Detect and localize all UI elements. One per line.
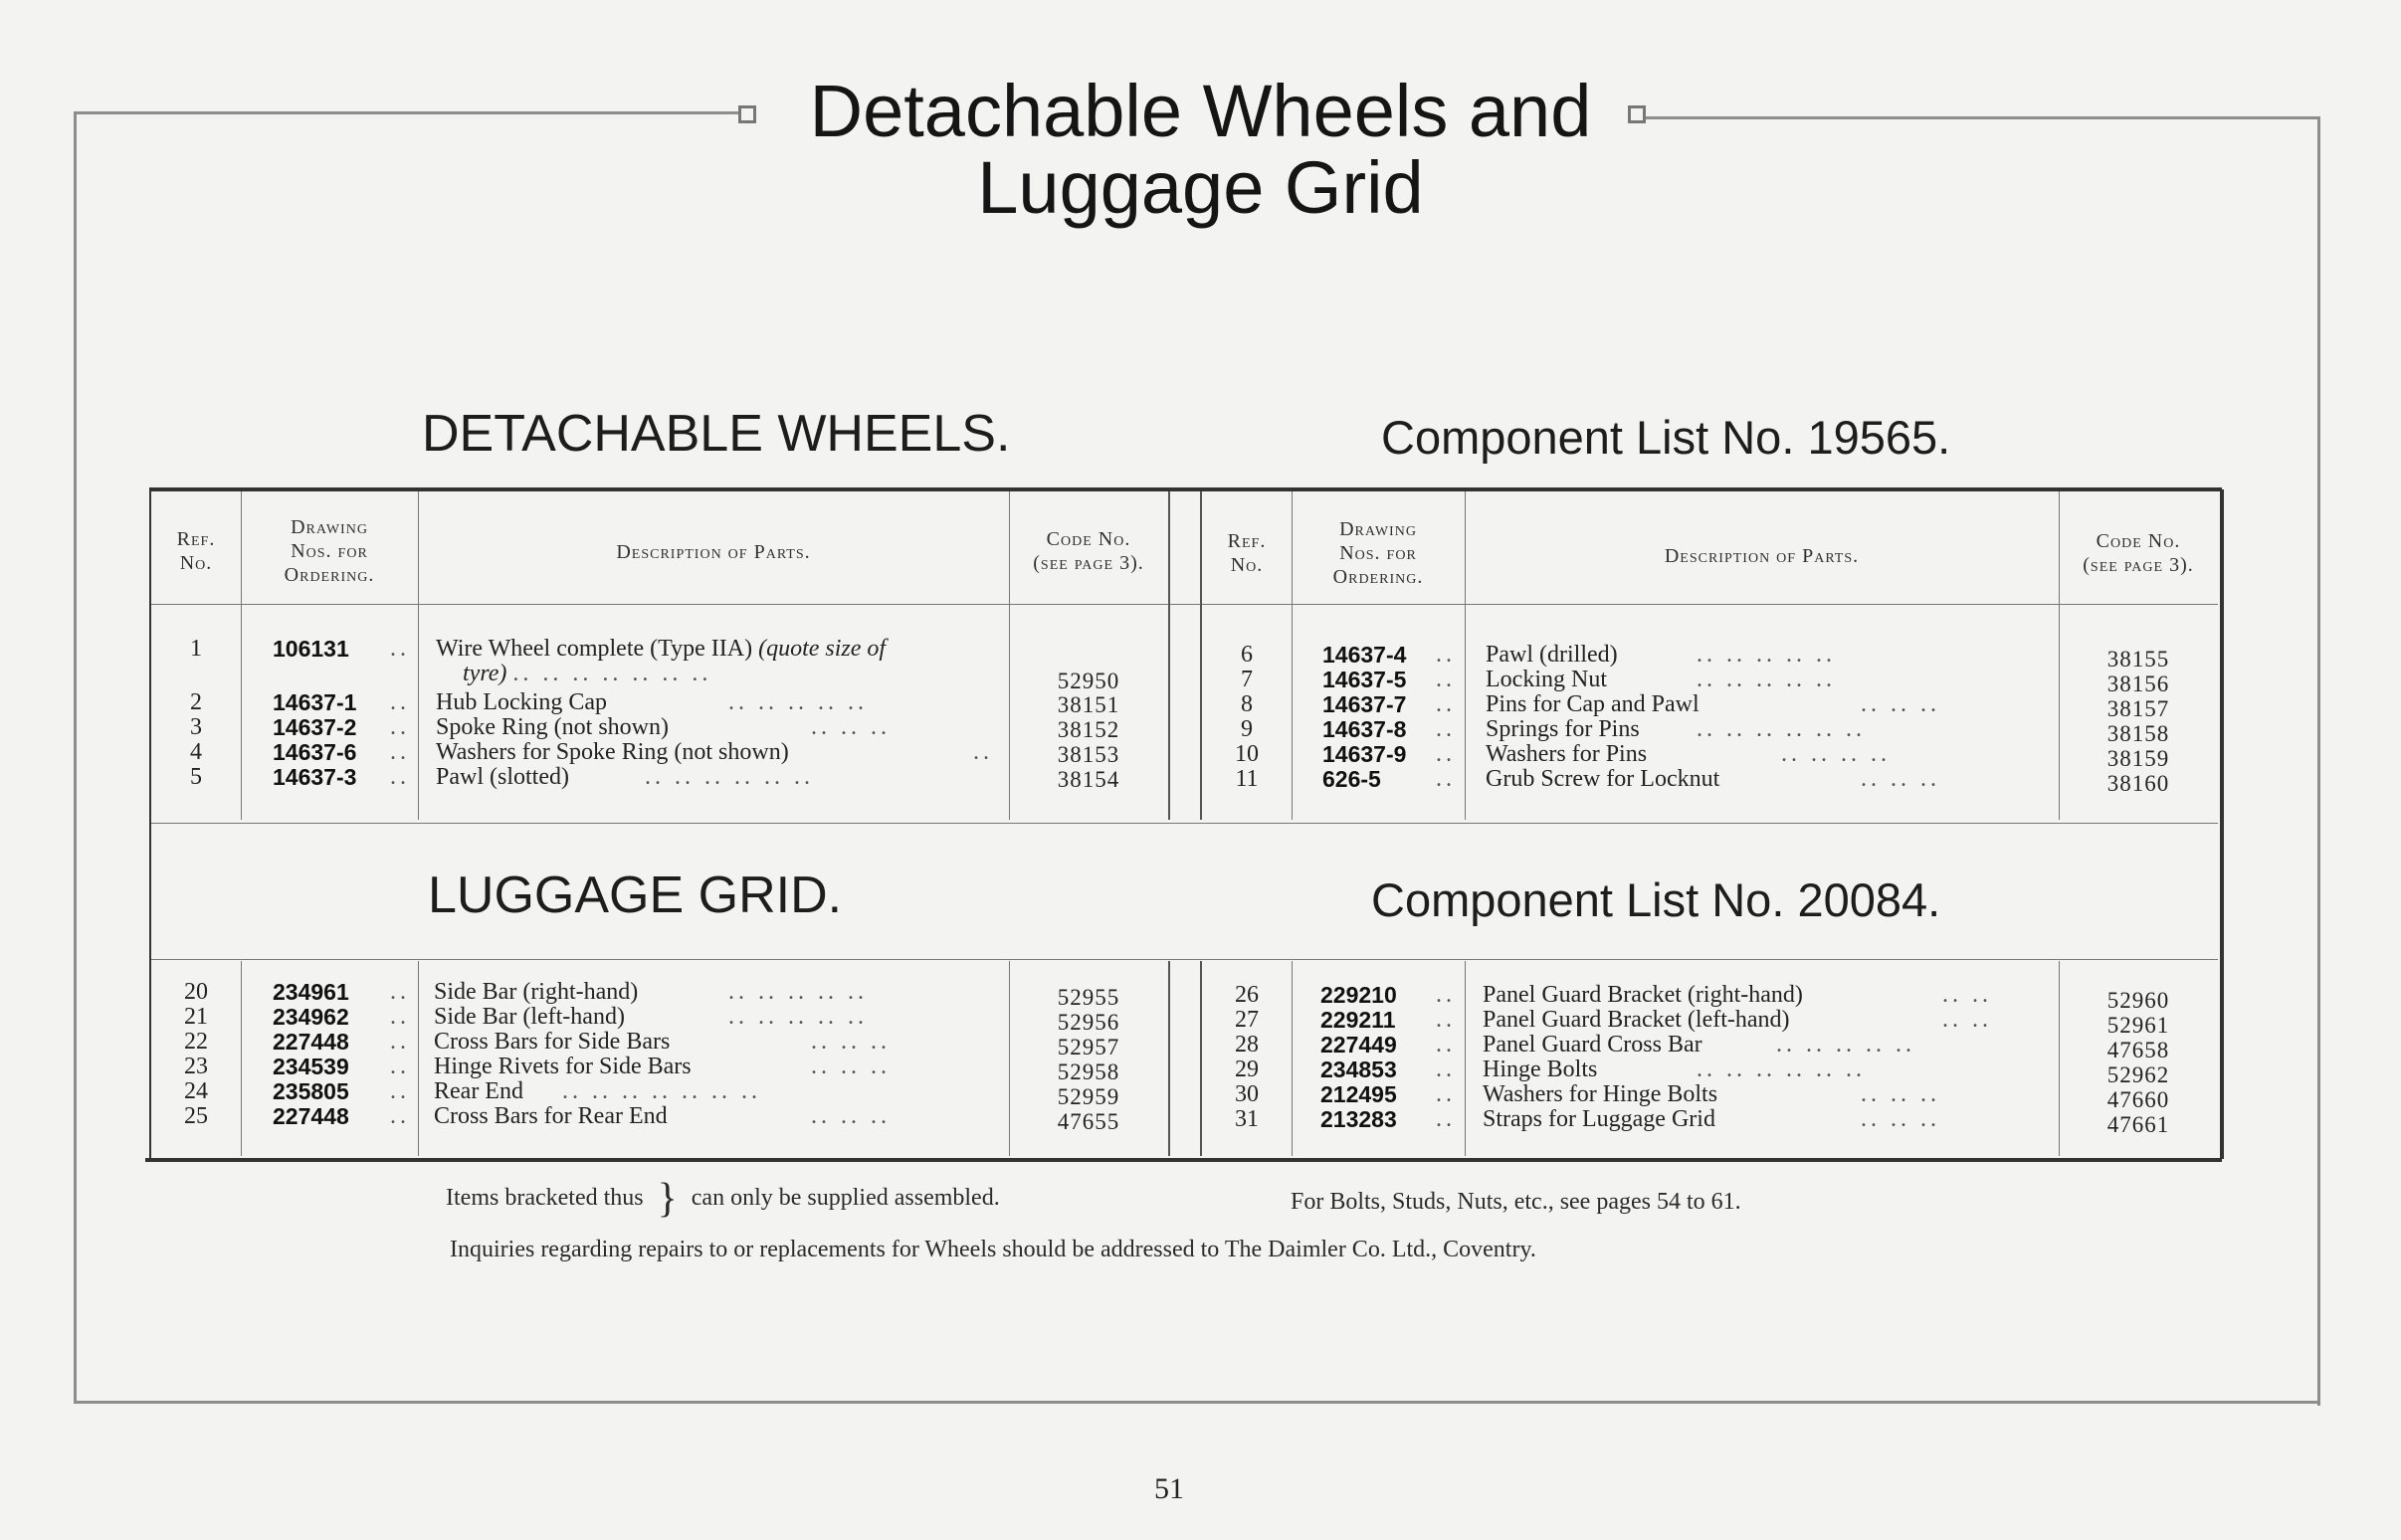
luggage-right-description-31: Straps for Luggage Grid [1483,1106,1715,1132]
left-description-header: Description of Parts. [616,541,811,563]
page-number: 51 [1154,1472,1184,1505]
luggage-left-code-22: 52957 [1057,1035,1120,1059]
wheels-right-drawing-dots-7: .. [1436,667,1456,692]
luggage-right-ref-26: 26 [1235,982,1259,1008]
luggage-right-code-30: 47660 [2106,1087,2170,1112]
wheels-left-code-4: 38153 [1057,742,1120,767]
luggage-right-description-27: Panel Guard Bracket (left-hand) [1483,1007,1790,1033]
right-drawing-header [1292,517,1465,589]
luggage-right-drawing-dots-31: .. [1436,1106,1456,1132]
wheels-left-code-5: 38154 [1057,767,1120,792]
luggage-divider-right-drawing [1465,961,1466,1156]
wheels-right-ref-9: 9 [1241,716,1253,742]
leader-dots: .. .. .. .. .. .. .. [512,661,712,686]
luggage-left-dots-22: .. .. .. [811,1029,891,1055]
left-ref-header [151,527,241,575]
luggage-section-top-rule [151,959,2218,960]
wheels-right-ref-7: 7 [1241,667,1253,692]
wheels-right-drawing-9: 14637-8 [1322,716,1407,742]
bracket-note [446,1176,1000,1222]
wheels-right-dots-11: .. .. .. [1861,766,1940,792]
wheels-right-drawing-6: 14637-4 [1322,642,1407,668]
luggage-right-code-27: 52961 [2106,1013,2170,1038]
divider-center-a [1168,491,1170,820]
wheels-right-dots-6: .. .. .. .. .. [1697,642,1836,668]
wheels-left-code-3: 38152 [1057,717,1120,742]
wheels-right-code-9: 38158 [2106,721,2170,746]
drawing-header-line-1: Drawing [1339,518,1417,540]
luggage-left-ref-20: 20 [184,979,208,1005]
luggage-left-drawing-dots-20: .. [390,979,410,1005]
luggage-right-dots-30: .. .. .. [1861,1081,1940,1107]
luggage-right-drawing-26: 229210 [1320,982,1397,1008]
luggage-right-ref-28: 28 [1235,1032,1259,1058]
bolts-note: For Bolts, Studs, Nuts, etc., see pages 54 to 61. [1291,1189,1741,1215]
luggage-right-drawing-28: 227449 [1320,1032,1397,1058]
code-header-line-2: (see page 3). [2083,554,2194,576]
wheels-right-drawing-dots-11: .. [1436,766,1456,792]
luggage-left-drawing-dots-25: .. [390,1103,410,1129]
luggage-left-ref-24: 24 [184,1078,208,1104]
ref-header-line-2: No. [179,552,213,574]
luggage-left-drawing-22: 227448 [273,1029,349,1055]
wheels-right-code-8: 38157 [2106,696,2170,721]
left-code-header [1009,527,1168,575]
right-ref-header [1202,529,1292,577]
luggage-right-code-26: 52960 [2106,988,2170,1013]
detachable-wheels-component-list: Component List No. 19565. [1381,411,1951,464]
luggage-left-ref-23: 23 [184,1054,208,1079]
luggage-right-dots-29: .. .. .. .. .. .. [1697,1057,1866,1082]
wheels-left-drawing-1: 106131 [273,636,349,662]
luggage-left-dots-24: .. .. .. .. .. .. .. [562,1078,761,1104]
luggage-left-ref-22: 22 [184,1029,208,1055]
wheels-left-drawing-5: 14637-3 [273,764,357,790]
wheels-right-description-6: Pawl (drilled) [1486,642,1618,668]
luggage-right-drawing-dots-29: .. [1436,1057,1456,1082]
luggage-divider-left-drawing [418,961,419,1156]
wheels-right-drawing-11: 626-5 [1322,766,1381,792]
wheels-right-ref-11: 11 [1235,766,1259,792]
luggage-left-code-24: 52959 [1057,1084,1120,1109]
wheels-left-drawing-dots-5: .. [390,764,410,790]
wheels-left-dots-2: .. .. .. .. .. [728,689,868,715]
luggage-grid-component-list: Component List No. 20084. [1371,873,1941,926]
luggage-right-code-29: 52962 [2106,1062,2170,1087]
wheels-left-drawing-dots-3: .. [390,714,410,740]
code-header-line-1: Code No. [1046,528,1131,550]
luggage-grid-heading: LUGGAGE GRID. [428,866,843,924]
wheels-left-description-1 [436,637,886,662]
wheels-left-drawing-2: 14637-1 [273,689,357,715]
wheels-right-description-7: Locking Nut [1486,667,1607,692]
right-code-header [2059,529,2218,577]
wheels-left-dots-4: .. [973,739,993,765]
luggage-right-drawing-31: 213283 [1320,1106,1397,1132]
brace-icon: } [657,1176,678,1222]
wheels-right-ref-8: 8 [1241,691,1253,717]
bracket-note-prefix: Items bracketed thus [446,1185,644,1211]
luggage-left-drawing-25: 227448 [273,1103,349,1129]
wheels-right-code-6: 38155 [2106,647,2170,672]
wheels-right-drawing-10: 14637-9 [1322,741,1407,767]
luggage-left-description-24: Rear End [434,1078,523,1104]
wheels-left-drawing-dots-2: .. [390,689,410,715]
wheels-right-drawing-dots-9: .. [1436,716,1456,742]
wheels-left-drawing-4: 14637-6 [273,739,357,765]
code-header-line-2: (see page 3). [1033,552,1144,574]
ref-header-line-2: No. [1230,554,1264,576]
luggage-left-drawing-24: 235805 [273,1078,349,1104]
wheels-left-description-4: Washers for Spoke Ring (not shown) [436,739,789,765]
drawing-header-line-2: Nos. for [1339,542,1417,564]
luggage-left-description-20: Side Bar (right-hand) [434,979,639,1005]
frame-right [2317,116,2320,1406]
frame-left [74,111,77,1403]
description-note-continued: tyre) [463,661,507,686]
luggage-right-description-30: Washers for Hinge Bolts [1483,1081,1718,1107]
wheels-left-drawing-dots-4: .. [390,739,410,765]
luggage-right-ref-27: 27 [1235,1007,1259,1033]
luggage-divider-right-ref [1292,961,1293,1156]
wheels-left-ref-2: 2 [190,689,202,715]
wheels-right-drawing-dots-10: .. [1436,741,1456,767]
luggage-left-drawing-23: 234539 [273,1054,349,1079]
wheels-right-description-11: Grub Screw for Locknut [1486,766,1720,792]
luggage-right-ref-31: 31 [1235,1106,1259,1132]
luggage-right-description-28: Panel Guard Cross Bar [1483,1032,1702,1058]
wheels-right-dots-7: .. .. .. .. .. [1697,667,1836,692]
luggage-right-dots-28: .. .. .. .. .. [1776,1032,1915,1058]
left-drawing-header [241,515,418,587]
wheels-right-code-10: 38159 [2106,746,2170,771]
description-note: (quote size of [758,636,887,662]
luggage-right-drawing-29: 234853 [1320,1057,1397,1082]
luggage-left-description-21: Side Bar (left-hand) [434,1004,625,1030]
luggage-left-code-25: 47655 [1057,1109,1120,1134]
luggage-right-drawing-27: 229211 [1320,1007,1396,1033]
wheels-left-ref-3: 3 [190,714,202,740]
frame-bottom [74,1401,2320,1404]
luggage-right-code-28: 47658 [2106,1038,2170,1062]
wheels-left-dots-5: .. .. .. .. .. .. [645,764,814,790]
drawing-header-line-3: Ordering. [1332,566,1424,588]
description-text: Wire Wheel complete (Type IIA) [436,636,753,662]
luggage-right-ref-30: 30 [1235,1081,1259,1107]
luggage-left-code-23: 52958 [1057,1059,1120,1084]
luggage-divider-center-a [1168,961,1170,1156]
luggage-left-drawing-20: 234961 [273,979,349,1005]
wheels-left-ref-5: 5 [190,764,202,790]
luggage-right-dots-27: .. .. [1942,1007,1992,1033]
luggage-divider-left-ref [241,961,242,1156]
luggage-left-drawing-dots-24: .. [390,1078,410,1104]
wheels-left-dots-3: .. .. .. [811,714,891,740]
bracket-note-suffix: can only be supplied assembled. [691,1185,1000,1211]
wheels-right-drawing-dots-6: .. [1436,642,1456,668]
luggage-left-dots-23: .. .. .. [811,1054,891,1079]
luggage-left-code-21: 52956 [1057,1010,1120,1035]
inquiries-note: Inquiries regarding repairs to or replacements for Wheels should be addressed to The Daimler Co. Ltd., Coventry. [450,1237,1536,1262]
luggage-left-description-25: Cross Bars for Rear End [434,1103,668,1129]
wheels-right-drawing-dots-8: .. [1436,691,1456,717]
luggage-right-drawing-dots-30: .. [1436,1081,1456,1107]
luggage-left-ref-21: 21 [184,1004,208,1030]
right-description-header: Description of Parts. [1664,545,1860,567]
page-title-line-2: Luggage Grid [977,146,1424,229]
wheels-right-code-7: 38156 [2106,672,2170,696]
luggage-right-drawing-30: 212495 [1320,1081,1397,1107]
luggage-left-drawing-21: 234962 [273,1004,349,1030]
table-bottom-rule [145,1158,2222,1162]
ref-header-line-1: Ref. [1227,530,1267,552]
luggage-left-dots-21: .. .. .. .. .. [728,1004,868,1030]
wheels-left-description-continued-1 [463,662,711,686]
code-header-line-1: Code No. [2096,530,2181,552]
wheels-left-description-2: Hub Locking Cap [436,689,607,715]
luggage-left-drawing-dots-23: .. [390,1054,410,1079]
luggage-left-description-22: Cross Bars for Side Bars [434,1029,671,1055]
divider-right-drawing [1465,491,1466,820]
luggage-right-drawing-dots-28: .. [1436,1032,1456,1058]
luggage-right-code-31: 47661 [2106,1112,2170,1137]
drawing-header-line-2: Nos. for [291,540,368,562]
wheels-right-ref-6: 6 [1241,642,1253,668]
wheels-left-code-1: 52950 [1057,669,1120,693]
wheels-left-ref-1: 1 [190,636,202,662]
wheels-right-drawing-8: 14637-7 [1322,691,1407,717]
luggage-left-description-23: Hinge Rivets for Side Bars [434,1054,692,1079]
ref-header-line-1: Ref. [176,528,216,550]
wheels-right-dots-9: .. .. .. .. .. .. [1697,716,1866,742]
header-bottom-rule [151,604,2218,605]
luggage-right-dots-26: .. .. [1942,982,1992,1008]
wheels-right-description-10: Washers for Pins [1486,741,1648,767]
wheels-right-ref-10: 10 [1235,741,1259,767]
wheels-right-description-8: Pins for Cap and Pawl [1486,691,1700,717]
luggage-left-dots-25: .. .. .. [811,1103,891,1129]
wheels-right-dots-10: .. .. .. .. [1781,741,1891,767]
luggage-left-ref-25: 25 [184,1103,208,1129]
luggage-right-drawing-dots-27: .. [1436,1007,1456,1033]
wheels-right-description-9: Springs for Pins [1486,716,1640,742]
wheels-section-bottom-rule [151,823,2218,824]
wheels-left-description-5: Pawl (slotted) [436,764,569,790]
wheels-left-code-2: 38151 [1057,692,1120,717]
luggage-right-drawing-dots-26: .. [1436,982,1456,1008]
drawing-header-line-1: Drawing [291,516,368,538]
wheels-right-code-11: 38160 [2106,771,2170,796]
table-top-rule [149,487,2222,491]
drawing-header-line-3: Ordering. [284,564,375,586]
luggage-left-dots-20: .. .. .. .. .. [728,979,868,1005]
luggage-left-drawing-dots-21: .. [390,1004,410,1030]
luggage-right-description-26: Panel Guard Bracket (right-hand) [1483,982,1803,1008]
wheels-right-drawing-7: 14637-5 [1322,667,1407,692]
luggage-right-ref-29: 29 [1235,1057,1259,1082]
wheels-left-drawing-3: 14637-2 [273,714,357,740]
luggage-right-dots-31: .. .. .. [1861,1106,1940,1132]
wheels-left-description-3: Spoke Ring (not shown) [436,714,669,740]
page-title-line-1: Detachable Wheels and [809,70,1592,152]
luggage-left-drawing-dots-22: .. [390,1029,410,1055]
wheels-left-ref-4: 4 [190,739,202,765]
luggage-right-description-29: Hinge Bolts [1483,1057,1598,1082]
detachable-wheels-heading: DETACHABLE WHEELS. [422,405,1011,463]
wheels-right-dots-8: .. .. .. [1861,691,1940,717]
wheels-left-drawing-dots-1: .. [390,636,410,662]
luggage-left-code-20: 52955 [1057,985,1120,1010]
